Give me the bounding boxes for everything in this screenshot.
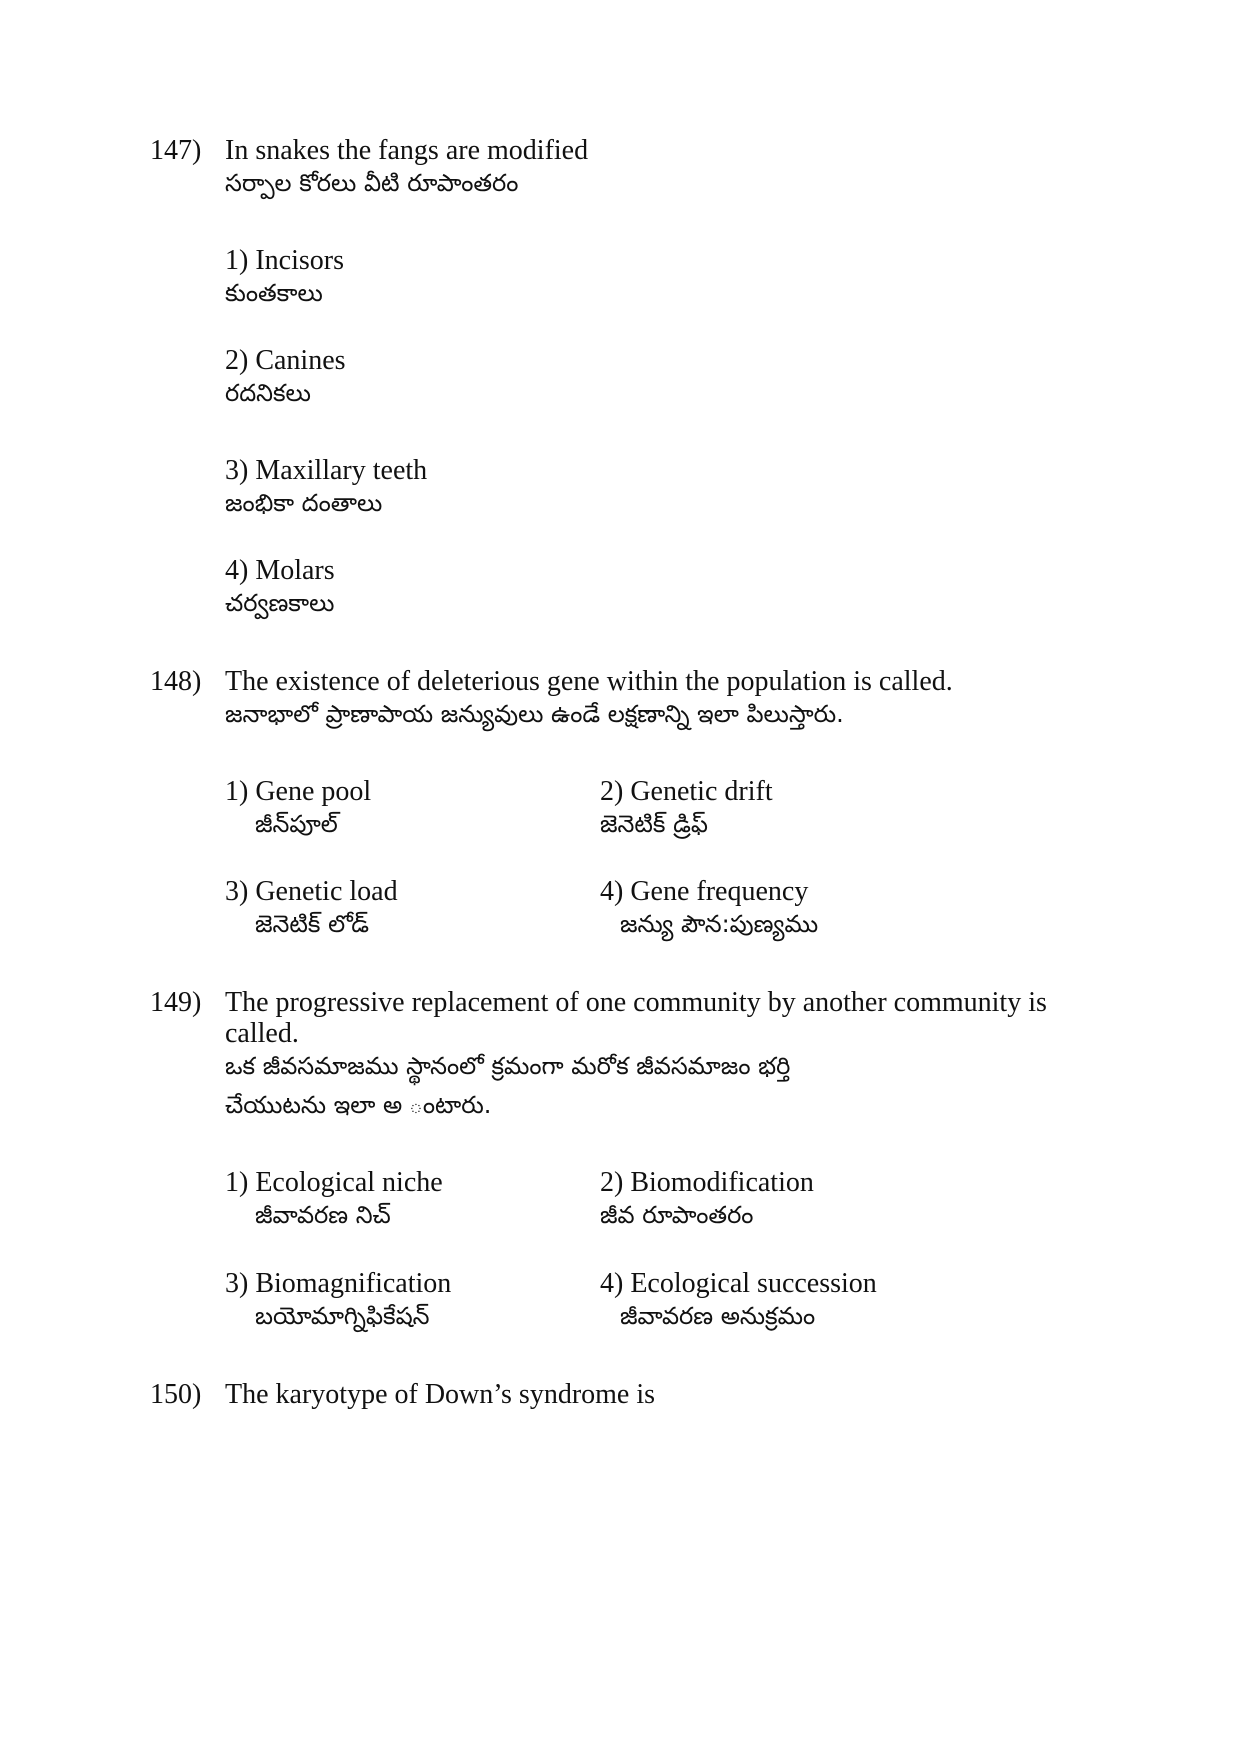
option-4-te: జీవావరణ అనుక్రమం [620,1302,816,1330]
option-3-te: జెనెటిక్ లోడ్ [255,910,369,938]
question-number: 149) [150,987,202,1018]
option-3-en: 3) Maxillary teeth [225,455,428,486]
option-2-te: రదనికలు [225,379,311,407]
option-1-te: జీన్‌పూల్ [255,810,338,838]
option-1-en: 1) Gene pool [225,776,372,807]
option-1-en: 1) Incisors [225,245,344,276]
question-text-en-line2: called. [225,1018,299,1049]
question-text-te: జనాభాలో ప్రాణాపాయ జన్యువులు ఉండే లక్షణాన్ని ఇలా పిలుస్తారు. [225,700,844,728]
option-4-en: 4) Molars [225,555,335,586]
option-1-te: కుంతకాలు [225,279,323,307]
option-3-te: బయోమాగ్నిఫికేషన్ [255,1302,430,1330]
option-3-en: 3) Biomagnification [225,1268,452,1299]
option-2-en: 2) Canines [225,345,346,376]
option-4-te: చర్వణకాలు [225,589,335,617]
option-2-te: జీవ రూపాంతరం [600,1201,754,1229]
question-text-te-line1: ఒక జీవసమాజము స్థానంలో క్రమంగా మరోక జీవసమాజం భర్తి [225,1052,791,1080]
option-3-en: 3) Genetic load [225,876,398,907]
option-4-en: 4) Ecological succession [600,1268,877,1299]
option-2-en: 2) Genetic drift [600,776,773,807]
question-number: 147) [150,135,202,166]
option-4-en: 4) Gene frequency [600,876,809,907]
option-2-te: జెనెటిక్ డ్రిఫ్ [600,810,708,838]
question-text-en-line1: The progressive replacement of one community by another community is [225,987,1047,1018]
question-text-en: The existence of deleterious gene within the population is called. [225,666,953,697]
option-2-en: 2) Biomodification [600,1167,814,1198]
question-number: 150) [150,1379,202,1410]
option-4-te: జన్యు పౌన:పుణ్యము [620,910,819,938]
question-number: 148) [150,666,202,697]
question-text-te-line2: చేయుటను ఇలా అ ంటారు. [225,1091,492,1119]
option-1-te: జీవావరణ నిచ్ [255,1201,391,1229]
option-1-en: 1) Ecological niche [225,1167,443,1198]
option-3-te: జంభికా దంతాలు [225,489,383,517]
question-text-te: సర్పాల కోరలు వీటి రూపాంతరం [225,169,519,197]
question-text-en: In snakes the fangs are modified [225,135,589,166]
question-text-en: The karyotype of Down’s syndrome is [225,1379,656,1410]
